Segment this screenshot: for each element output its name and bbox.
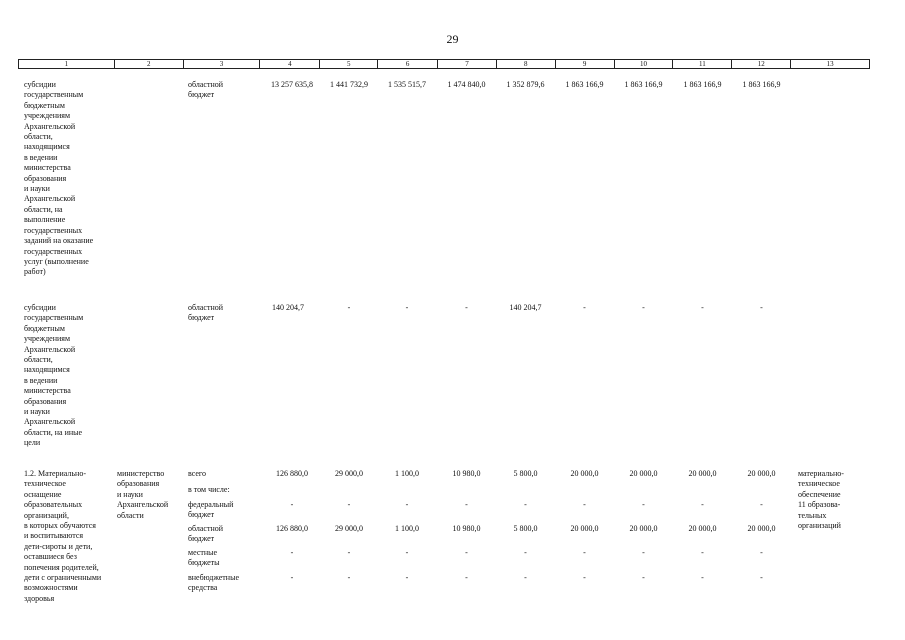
header-cell: 10 bbox=[615, 60, 674, 68]
value-cell: - bbox=[760, 573, 763, 582]
value-cell: 140 204,7 bbox=[272, 303, 304, 312]
value-cell: - bbox=[465, 548, 468, 557]
source-label-extrabudget: внебюджетные средства bbox=[188, 573, 239, 593]
value-cell: - bbox=[642, 573, 645, 582]
source-label-local: местные бюджеты bbox=[188, 548, 220, 568]
value-cell: 1 352 879,6 bbox=[506, 80, 545, 89]
value-cell: - bbox=[290, 548, 294, 557]
value-cell: 10 980,0 bbox=[452, 469, 481, 478]
value-cell: - bbox=[524, 548, 527, 557]
value-cell: 20 000,0 bbox=[747, 524, 776, 533]
value-cell: - bbox=[465, 573, 468, 582]
value-cell: 5 800,0 bbox=[513, 469, 538, 478]
source-label-including: в том числе: bbox=[188, 485, 230, 494]
header-cell: 3 bbox=[184, 60, 261, 68]
value-cell: 1 100,0 bbox=[395, 469, 419, 478]
value-cell: - bbox=[701, 500, 704, 509]
value-cell: 5 800,0 bbox=[513, 524, 538, 533]
header-cell: 2 bbox=[115, 60, 184, 68]
value-cell: - bbox=[405, 500, 409, 509]
value-cell: 29 000,0 bbox=[335, 524, 363, 533]
value-cell: - bbox=[642, 500, 645, 509]
value-cell: - bbox=[583, 548, 586, 557]
value-cell: 13 257 635,8 bbox=[271, 80, 313, 89]
value-cell: 126 880,0 bbox=[276, 524, 308, 533]
table-header bbox=[18, 59, 870, 69]
value-cell: - bbox=[701, 573, 704, 582]
value-cell: - bbox=[347, 573, 351, 582]
value-cell: 1 535 515,7 bbox=[388, 80, 426, 89]
value-cell: - bbox=[583, 573, 586, 582]
value-cell: 20 000,0 bbox=[688, 469, 717, 478]
value-cell: 1 863 166,9 bbox=[624, 80, 663, 89]
source-label-regional: областной бюджет bbox=[188, 524, 224, 544]
value-cell: - bbox=[701, 303, 704, 312]
header-cell: 7 bbox=[438, 60, 497, 68]
value-cell: 20 000,0 bbox=[570, 469, 599, 478]
value-cell: - bbox=[642, 303, 645, 312]
row3-description: 1.2. Материально- техническое оснащение образовательных организаций, в которых обучаются и воспитываются дети-сироты и дети, оставшиеся без попечения родителей, дети с ограниченными возможностями здоровья bbox=[24, 469, 102, 603]
value-cell: 1 441 732,9 bbox=[330, 80, 368, 89]
value-cell: - bbox=[405, 303, 409, 312]
header-cell: 8 bbox=[497, 60, 556, 68]
value-cell: - bbox=[290, 573, 294, 582]
value-cell: 126 880,0 bbox=[276, 469, 308, 478]
value-cell: 20 000,0 bbox=[629, 469, 658, 478]
header-cell: 9 bbox=[556, 60, 615, 68]
value-cell: 140 204,7 bbox=[509, 303, 542, 312]
header-cell: 1 bbox=[19, 60, 115, 68]
value-cell: 20 000,0 bbox=[688, 524, 717, 533]
value-cell: - bbox=[701, 548, 704, 557]
value-cell: - bbox=[347, 548, 351, 557]
value-cell: - bbox=[405, 548, 409, 557]
row2-description: субсидии государственным бюджетным учреждениям Архангельской области, находящимся в ведении министерства образования и науки Архангельской области, на иные цели bbox=[24, 303, 84, 448]
page-number: 29 bbox=[446, 32, 459, 46]
value-cell: 1 863 166,9 bbox=[683, 80, 722, 89]
value-cell: - bbox=[347, 500, 351, 509]
value-cell: - bbox=[524, 500, 527, 509]
value-cell: 1 863 166,9 bbox=[565, 80, 604, 89]
row3-result: материально- техническое обеспечение 11 образова- тельных организаций bbox=[798, 469, 844, 531]
value-cell: - bbox=[760, 548, 763, 557]
value-cell: 1 474 840,0 bbox=[447, 80, 486, 89]
row1-description: субсидии государственным бюджетным учреждениям Архангельской области, находящимся в ведении министерства образования и науки Архангельской области, на выполнение государственных заданий на оказание государственных услуг (выполнение работ) bbox=[24, 80, 94, 277]
value-cell: - bbox=[465, 303, 468, 312]
value-cell: - bbox=[760, 500, 763, 509]
value-cell: 1 863 166,9 bbox=[742, 80, 781, 89]
header-cell: 11 bbox=[673, 60, 732, 68]
header-cell: 4 bbox=[260, 60, 320, 68]
value-cell: - bbox=[642, 548, 645, 557]
source-label-total: всего bbox=[188, 469, 207, 478]
value-cell: - bbox=[347, 303, 351, 312]
value-cell: - bbox=[405, 573, 409, 582]
row3-executor: министерство образования и науки Архангельской области bbox=[117, 469, 169, 520]
row1-source: областной бюджет bbox=[188, 80, 224, 100]
value-cell: 1 100,0 bbox=[395, 524, 419, 533]
source-label-federal: федеральный бюджет bbox=[188, 500, 234, 520]
header-cell: 13 bbox=[826, 60, 834, 68]
value-cell: 29 000,0 bbox=[335, 469, 363, 478]
value-cell: - bbox=[290, 500, 294, 509]
header-cell: 6 bbox=[378, 60, 438, 68]
value-cell: 20 000,0 bbox=[570, 524, 599, 533]
value-cell: 20 000,0 bbox=[629, 524, 658, 533]
value-cell: 10 980,0 bbox=[452, 524, 481, 533]
value-cell: 20 000,0 bbox=[747, 469, 776, 478]
value-cell: - bbox=[760, 303, 763, 312]
header-cell: 12 bbox=[732, 60, 791, 68]
value-cell: - bbox=[583, 500, 586, 509]
value-cell: - bbox=[583, 303, 586, 312]
value-cell: - bbox=[524, 573, 527, 582]
row2-source: областной бюджет bbox=[188, 303, 224, 323]
value-cell: - bbox=[465, 500, 468, 509]
header-cell: 5 bbox=[320, 60, 378, 68]
